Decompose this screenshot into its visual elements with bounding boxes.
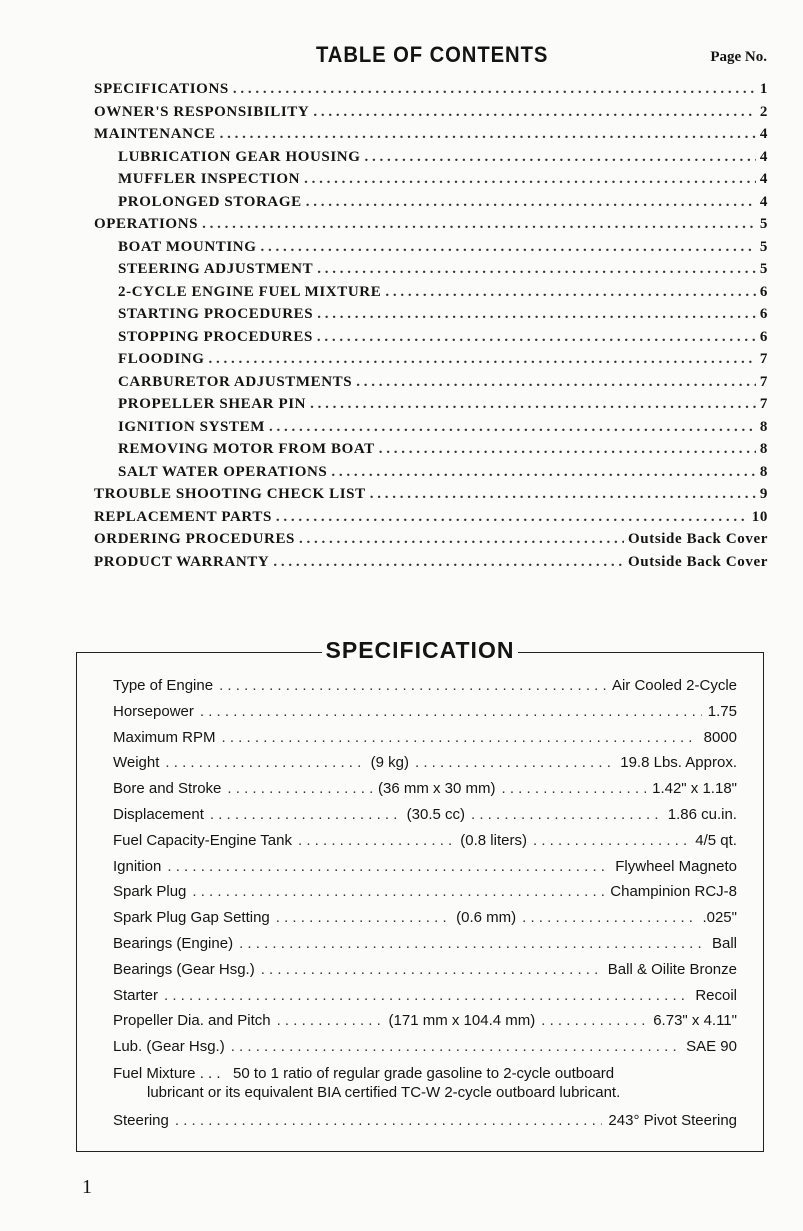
toc-entry-label: SALT WATER OPERATIONS bbox=[118, 463, 328, 480]
spec-label: Maximum RPM bbox=[113, 728, 216, 746]
toc-entry-label: STARTING PROCEDURES bbox=[118, 306, 314, 322]
dot-leader bbox=[227, 776, 372, 802]
toc-entry-page: 9 bbox=[759, 486, 768, 502]
dot-leader bbox=[192, 879, 604, 905]
spec-value: 6.73" x 4.11" bbox=[653, 1012, 737, 1030]
toc-entry bbox=[94, 78, 768, 101]
dot-leader bbox=[365, 146, 756, 169]
toc-entry bbox=[94, 551, 768, 574]
spec-metric: (171 mm x 104.4 mm) bbox=[388, 1012, 536, 1030]
dot-leader bbox=[299, 528, 624, 551]
spec-row bbox=[113, 1034, 737, 1060]
toc-entry bbox=[94, 191, 768, 214]
spec-label: Fuel Capacity-Engine Tank bbox=[113, 831, 292, 849]
toc-entry-page: 7 bbox=[759, 373, 768, 390]
dot-leader bbox=[522, 905, 696, 931]
toc-entry-label: FLOODING bbox=[118, 351, 205, 367]
spec-value: 1.42" x 1.18" bbox=[652, 780, 737, 798]
dot-leader bbox=[317, 326, 756, 349]
spec-metric: (30.5 cc) bbox=[406, 805, 465, 823]
page-number: 1 bbox=[82, 1176, 92, 1198]
toc-entry-label: ORDERING PROCEDURES bbox=[94, 531, 296, 547]
toc-entry-label: STEERING ADJUSTMENT bbox=[118, 261, 314, 277]
spec-label: Bore and Stroke bbox=[113, 780, 222, 798]
toc-entry-page: 4 bbox=[759, 193, 768, 210]
dot-leader bbox=[471, 802, 662, 828]
toc-entry bbox=[94, 528, 768, 551]
spec-label: Type of Engine bbox=[113, 677, 214, 694]
dot-leader bbox=[415, 750, 614, 776]
toc-entry-label: STOPPING PROCEDURES bbox=[118, 328, 313, 345]
spec-label: Lub. (Gear Hsg.) bbox=[113, 1038, 225, 1056]
toc-entry-page: 8 bbox=[759, 441, 768, 457]
toc-title: TABLE OF CONTENTS bbox=[316, 42, 549, 67]
toc-entry bbox=[94, 168, 768, 191]
spec-metric: (0.6 mm) bbox=[456, 909, 517, 927]
toc-entry-label: MAINTENANCE bbox=[94, 126, 216, 142]
dot-leader bbox=[233, 78, 756, 101]
dot-leader bbox=[165, 750, 364, 776]
spec-row bbox=[113, 879, 737, 905]
dot-leader bbox=[200, 699, 702, 725]
spec-row bbox=[113, 983, 737, 1009]
spec-row bbox=[113, 750, 737, 776]
toc-entry bbox=[94, 123, 768, 146]
dot-leader bbox=[356, 371, 756, 394]
spec-value: 8000 bbox=[703, 728, 737, 746]
dot-leader bbox=[269, 416, 756, 439]
dot-leader bbox=[276, 905, 450, 931]
toc-entry-label: REPLACEMENT PARTS bbox=[94, 508, 272, 525]
spec-value: .025" bbox=[702, 909, 737, 927]
toc-entry-page: 6 bbox=[759, 283, 768, 300]
spec-value: Ball & Oilite Bronze bbox=[607, 960, 737, 978]
spec-label: Starter bbox=[113, 986, 159, 1004]
spec-value: 1.75 bbox=[707, 702, 737, 720]
toc-entry-label: IGNITION SYSTEM bbox=[118, 418, 265, 435]
toc-entry-page: Outside Back Cover bbox=[628, 553, 768, 570]
toc-entry-page: Outside Back Cover bbox=[628, 531, 768, 547]
toc-entry-label: PRODUCT WARRANTY bbox=[94, 553, 270, 570]
spec-row bbox=[113, 802, 737, 828]
toc-entry-page: 4 bbox=[759, 171, 768, 187]
dot-leader bbox=[313, 101, 756, 124]
toc-entry-label: SPECIFICATIONS bbox=[94, 81, 229, 97]
dot-leader bbox=[220, 123, 756, 146]
toc-entry-page: 6 bbox=[759, 328, 768, 345]
toc-list bbox=[94, 78, 768, 573]
toc-entry bbox=[94, 236, 768, 259]
dot-leader bbox=[310, 393, 756, 416]
dot-leader bbox=[541, 1008, 647, 1034]
dot-leader bbox=[304, 168, 756, 191]
dot-leader bbox=[202, 213, 756, 236]
spec-value: 243° Pivot Steering bbox=[608, 1111, 737, 1129]
dot-leader bbox=[379, 438, 756, 461]
spec-value: 19.8 Lbs. Approx. bbox=[620, 754, 737, 772]
toc-entry-page: 7 bbox=[759, 396, 768, 412]
specification-box bbox=[76, 637, 764, 1152]
spec-label: Ignition bbox=[113, 857, 162, 875]
spec-label: Bearings (Gear Hsg.) bbox=[113, 960, 255, 978]
spec-value: 1.86 cu.in. bbox=[667, 805, 737, 823]
fuel-mixture-line2: lubricant or its equivalent BIA certified TC-W 2-cycle outboard lubricant. bbox=[147, 1083, 621, 1101]
spec-label: Bearings (Engine) bbox=[113, 934, 234, 952]
dot-leader bbox=[175, 1108, 603, 1134]
spec-label: Steering bbox=[113, 1111, 169, 1129]
spec-label: Displacement bbox=[113, 805, 204, 823]
toc-entry bbox=[94, 303, 768, 326]
spec-label: Spark Plug bbox=[113, 883, 187, 901]
spec-label: Horsepower bbox=[113, 702, 194, 720]
toc-entry-label: TROUBLE SHOOTING CHECK LIST bbox=[94, 486, 366, 502]
fuel-mixture-line1: 50 to 1 ratio of regular grade gasoline to 2-cycle outboard bbox=[233, 1064, 615, 1082]
spec-value: Air Cooled 2-Cycle bbox=[611, 677, 737, 694]
toc-header bbox=[0, 42, 803, 72]
dot-leader bbox=[164, 983, 689, 1009]
toc-entry bbox=[94, 281, 768, 304]
toc-entry-page: 6 bbox=[759, 306, 768, 322]
spec-row bbox=[113, 828, 737, 854]
toc-entry bbox=[94, 393, 768, 416]
spec-row bbox=[113, 905, 737, 931]
spec-value: Champinion RCJ-8 bbox=[610, 883, 737, 901]
toc-entry bbox=[94, 438, 768, 461]
toc-entry-label: PROPELLER SHEAR PIN bbox=[118, 396, 307, 412]
toc-entry-label: PROLONGED STORAGE bbox=[118, 193, 302, 210]
toc-entry-page: 7 bbox=[759, 351, 768, 367]
toc-entry-label: 2-CYCLE ENGINE FUEL MIXTURE bbox=[118, 283, 382, 300]
spec-row bbox=[113, 854, 737, 880]
toc-entry-page: 2 bbox=[759, 103, 768, 120]
dot-leader bbox=[298, 828, 454, 854]
toc-entry bbox=[94, 461, 768, 484]
dot-leader bbox=[277, 1008, 383, 1034]
spec-label: Spark Plug Gap Setting bbox=[113, 909, 270, 927]
dot-leader bbox=[317, 303, 756, 326]
toc-entry-label: BOAT MOUNTING bbox=[118, 238, 257, 255]
toc-entry-page: 10 bbox=[751, 508, 768, 525]
spec-value: SAE 90 bbox=[686, 1038, 737, 1056]
specification-list bbox=[113, 673, 737, 1134]
toc-entry bbox=[94, 258, 768, 281]
dot-leader bbox=[533, 828, 689, 854]
toc-entry bbox=[94, 213, 768, 236]
toc-entry bbox=[94, 326, 768, 349]
spec-metric: (0.8 liters) bbox=[460, 831, 527, 849]
dot-leader bbox=[331, 461, 756, 484]
toc-entry-page: 5 bbox=[759, 261, 768, 277]
spec-value: Recoil bbox=[695, 986, 737, 1004]
dot-leader bbox=[385, 281, 756, 304]
fuel-mixture-label: Fuel Mixture . . . bbox=[113, 1064, 221, 1082]
specification-title-wrap bbox=[77, 637, 763, 664]
dot-leader bbox=[317, 258, 756, 281]
dot-leader bbox=[231, 1034, 680, 1060]
toc-entry-label: OPERATIONS bbox=[94, 216, 199, 232]
spec-row bbox=[113, 957, 737, 983]
toc-entry bbox=[94, 101, 768, 124]
toc-entry bbox=[94, 506, 768, 529]
toc-entry bbox=[94, 416, 768, 439]
spec-row bbox=[113, 673, 737, 699]
spec-row bbox=[113, 776, 737, 802]
dot-leader bbox=[208, 348, 755, 371]
spec-metric: (9 kg) bbox=[370, 754, 409, 772]
spec-value: Flywheel Magneto bbox=[615, 857, 737, 875]
specification-title: SPECIFICATION bbox=[322, 637, 519, 663]
dot-leader bbox=[167, 854, 609, 880]
spec-row bbox=[113, 931, 737, 957]
page-no-label: Page No. bbox=[710, 49, 767, 65]
toc-entry-label: CARBURETOR ADJUSTMENTS bbox=[118, 373, 353, 390]
toc-entry bbox=[94, 146, 768, 169]
fuel-mixture-row bbox=[113, 1060, 737, 1108]
toc-entry-page: 1 bbox=[759, 81, 768, 97]
spec-label: Propeller Dia. and Pitch bbox=[113, 1012, 271, 1030]
dot-leader bbox=[273, 551, 624, 574]
spec-row bbox=[113, 699, 737, 725]
dot-leader bbox=[222, 725, 698, 751]
toc-entry bbox=[94, 483, 768, 506]
toc-entry-page: 5 bbox=[759, 216, 768, 232]
dot-leader bbox=[306, 191, 756, 214]
dot-leader bbox=[261, 957, 602, 983]
dot-leader bbox=[370, 483, 756, 506]
toc-entry-page: 5 bbox=[759, 238, 768, 255]
toc-entry bbox=[94, 371, 768, 394]
dot-leader bbox=[219, 673, 606, 699]
toc-entry-label: REMOVING MOTOR FROM BOAT bbox=[118, 441, 375, 457]
dot-leader bbox=[210, 802, 401, 828]
spec-row bbox=[113, 1008, 737, 1034]
toc-entry bbox=[94, 348, 768, 371]
dot-leader bbox=[502, 776, 647, 802]
toc-entry-page: 4 bbox=[759, 126, 768, 142]
toc-entry-page: 8 bbox=[759, 418, 768, 435]
toc-entry-page: 8 bbox=[759, 463, 768, 480]
spec-value: 4/5 qt. bbox=[695, 831, 737, 849]
steering-row bbox=[113, 1108, 737, 1134]
toc-entry-label: MUFFLER INSPECTION bbox=[118, 171, 301, 187]
spec-row bbox=[113, 725, 737, 751]
dot-leader bbox=[239, 931, 706, 957]
toc-entry-label: LUBRICATION GEAR HOUSING bbox=[118, 148, 361, 165]
spec-value: Ball bbox=[711, 934, 737, 952]
spec-label: Weight bbox=[113, 754, 160, 772]
dot-leader bbox=[261, 236, 756, 259]
toc-entry-label: OWNER'S RESPONSIBILITY bbox=[94, 103, 310, 120]
toc-entry-page: 4 bbox=[759, 148, 768, 165]
dot-leader bbox=[276, 506, 748, 529]
spec-metric: (36 mm x 30 mm) bbox=[378, 780, 496, 798]
